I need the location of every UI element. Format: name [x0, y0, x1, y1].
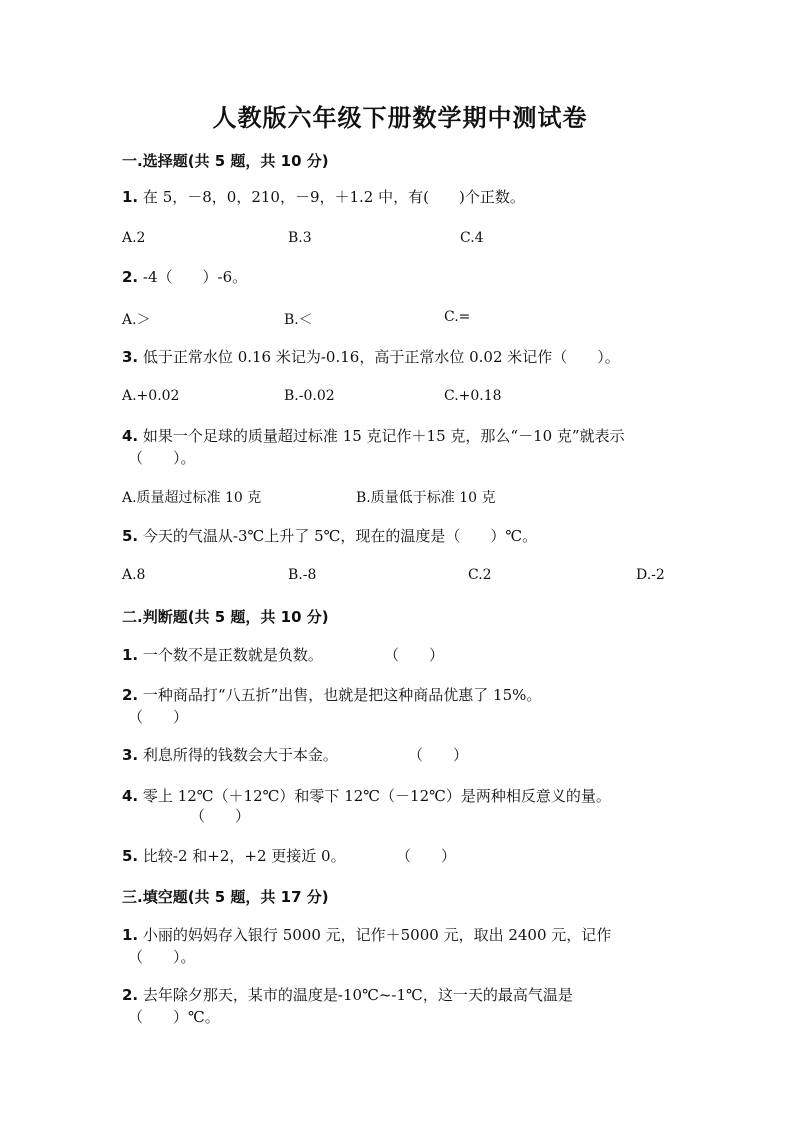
question-1-5: [122, 525, 537, 547]
section-heading-fill: 三.填空题(共 5 题，共 17 分): [122, 888, 329, 906]
option-c: C.+0.18: [444, 388, 502, 404]
question-number: 4.: [122, 427, 139, 445]
question-text: 小丽的妈妈存入银行 5000 元，记作＋5000 元，取出 2400 元，记作: [142, 926, 612, 944]
option-a: A.8: [122, 567, 146, 583]
question-number: 1.: [122, 926, 139, 944]
option-b: B.-0.02: [284, 388, 335, 404]
option-a: A.＞: [122, 312, 151, 328]
question-blank: （ ）: [128, 708, 189, 726]
question-blank: （ ）。: [128, 449, 196, 467]
question-text: -4（ ）-6。: [142, 268, 248, 286]
option-a: A.质量超过标准 10 克: [122, 490, 262, 506]
question-blank: （ ）℃。: [128, 1008, 220, 1026]
question-3-1: [122, 924, 611, 946]
question-blank: （ ）: [396, 847, 457, 865]
question-text: 一个数不是正数就是负数。: [142, 646, 323, 664]
question-1-3: [122, 346, 620, 368]
question-text: 一种商品打“八五折”出售，也就是把这种商品优惠了 15%。: [142, 686, 542, 704]
question-blank: （ ）。: [128, 948, 196, 966]
question-blank: （ ）: [190, 807, 251, 825]
option-d: D.-2: [636, 567, 665, 583]
section-heading-judge: 二.判断题(共 5 题，共 10 分): [122, 608, 329, 626]
option-c: C.4: [460, 230, 484, 246]
option-a: A.2: [122, 230, 146, 246]
question-number: 2.: [122, 268, 139, 286]
question-1-1: [122, 186, 525, 208]
question-number: 5.: [122, 527, 139, 545]
question-1-2: [122, 266, 247, 288]
option-c: C.=: [444, 309, 471, 325]
option-a: A.+0.02: [122, 388, 180, 404]
question-blank: （ ）: [384, 646, 445, 664]
question-2-1: [122, 644, 323, 666]
question-number: 2.: [122, 986, 139, 1004]
option-b: B.-8: [288, 567, 317, 583]
option-b: B.质量低于标准 10 克: [356, 490, 496, 506]
question-text: 在 5，－8，0，210，－9，＋1.2 中，有( )个正数。: [142, 188, 525, 206]
option-c: C.2: [468, 567, 492, 583]
question-text: 如果一个足球的质量超过标准 15 克记作＋15 克，那么“－10 克”就表示: [142, 427, 625, 445]
question-2-5: [122, 845, 346, 867]
question-blank: （ ）: [408, 746, 469, 764]
question-text: 比较-2 和+2，+2 更接近 0。: [142, 847, 346, 865]
question-number: 3.: [122, 746, 139, 764]
question-text: 利息所得的钱数会大于本金。: [142, 746, 338, 764]
question-number: 3.: [122, 348, 139, 366]
question-2-4: [122, 785, 611, 807]
question-text: 低于正常水位 0.16 米记为-0.16，高于正常水位 0.02 米记作（ ）。: [142, 348, 620, 366]
question-text: 零上 12℃（＋12℃）和零下 12℃（－12℃）是两种相反意义的量。: [142, 787, 611, 805]
question-2-3: [122, 744, 338, 766]
option-b: B.3: [288, 230, 312, 246]
page-title: 人教版六年级下册数学期中测试卷: [212, 104, 588, 132]
question-number: 5.: [122, 847, 139, 865]
question-text: 去年除夕那天，某市的温度是-10℃~-1℃，这一天的最高气温是: [142, 986, 573, 1004]
option-b: B.＜: [284, 312, 313, 328]
question-2-2: [122, 684, 541, 706]
question-number: 2.: [122, 686, 139, 704]
question-number: 1.: [122, 646, 139, 664]
question-number: 4.: [122, 787, 139, 805]
question-1-4: [122, 425, 625, 447]
question-3-2: [122, 984, 573, 1006]
section-heading-choice: 一.选择题(共 5 题，共 10 分): [122, 152, 329, 170]
question-number: 1.: [122, 188, 139, 206]
question-text: 今天的气温从-3℃上升了 5℃，现在的温度是（ ）℃。: [142, 527, 538, 545]
